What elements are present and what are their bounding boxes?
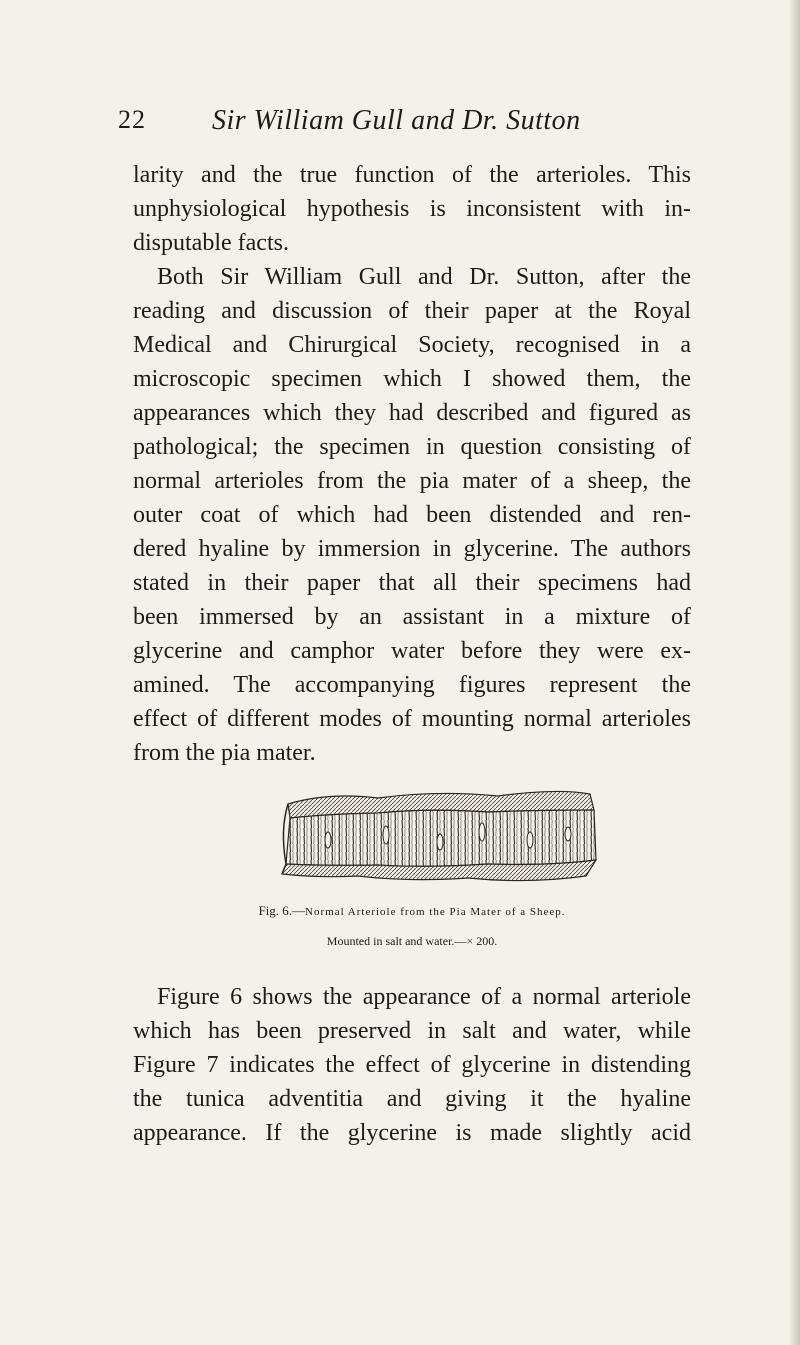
text-line: outer coat of which had been distended and ren- <box>133 502 691 528</box>
text-line: glycerine and camphor water before they were ex- <box>133 638 691 664</box>
text-line: reading and discussion of their paper at the Royal <box>133 298 691 324</box>
running-head: Sir William Gull and Dr. Sutton <box>212 105 581 136</box>
text-line: appearances which they had described and figured as <box>133 400 691 426</box>
text-line: unphysiological hypothesis is inconsistent with in- <box>133 196 691 222</box>
text-line: larity and the true function of the arterioles. This <box>133 162 691 188</box>
text-line: pathological; the specimen in question consisting of <box>133 434 691 460</box>
text-line: which has been preserved in salt and water, while <box>133 1018 691 1044</box>
text-line: disputable facts. <box>133 230 289 256</box>
arteriole-illustration <box>268 780 603 885</box>
text-line: Figure 6 shows the appearance of a normal arteriole <box>157 984 691 1010</box>
text-line: Medical and Chirurgical Society, recognised in a <box>133 332 691 358</box>
text-line: amined. The accompanying figures represent the <box>133 672 691 698</box>
text-line: microscopic specimen which I showed them, the <box>133 366 691 392</box>
text-line: from the pia mater. <box>133 740 316 766</box>
text-line: dered hyaline by immersion in glycerine. The authors <box>133 536 691 562</box>
text-line: appearance. If the glycerine is made slightly acid <box>133 1120 691 1146</box>
text-line: effect of different modes of mounting normal arterioles <box>133 706 691 732</box>
figure-caption <box>133 903 691 919</box>
page-number: 22 <box>118 105 146 134</box>
page-header <box>118 105 678 145</box>
text-line: Both Sir William Gull and Dr. Sutton, after the <box>157 264 691 290</box>
text-line: normal arterioles from the pia mater of a sheep, the <box>133 468 691 494</box>
figure-label: Fig. 6.— <box>258 903 306 918</box>
text-line: Figure 7 indicates the effect of glycerine in distending <box>133 1052 691 1078</box>
text-line: been immersed by an assistant in a mixture of <box>133 604 691 630</box>
page-edge <box>790 0 800 1345</box>
figure-title: Normal Arteriole from the Pia Mater of a Sheep. <box>305 906 566 918</box>
text-line: the tunica adventitia and giving it the hyaline <box>133 1086 691 1112</box>
text-line: stated in their paper that all their specimens had <box>133 570 691 596</box>
figure-subcaption: Mounted in salt and water.—× 200. <box>326 934 498 948</box>
